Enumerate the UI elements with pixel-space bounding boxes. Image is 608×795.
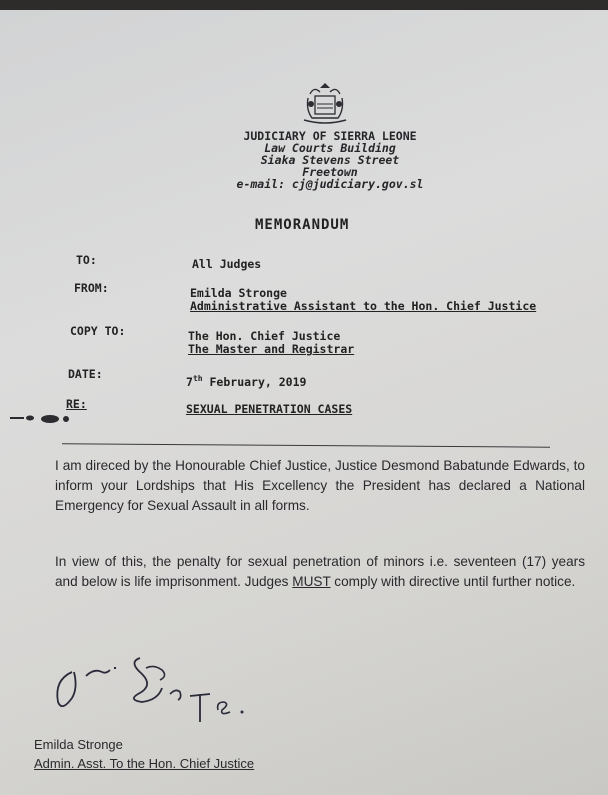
to-label: TO: bbox=[76, 253, 97, 267]
handwritten-signature bbox=[50, 650, 280, 730]
signatory-title: Admin. Asst. To the Hon. Chief Justice bbox=[34, 756, 255, 771]
body-paragraph-2 bbox=[55, 552, 585, 592]
copy-to-2 bbox=[188, 343, 354, 356]
separator-line bbox=[62, 443, 550, 447]
copy-to-2-text: The Master and Registrar bbox=[188, 342, 355, 356]
memo-page bbox=[0, 10, 608, 795]
date-rest: February, 2019 bbox=[202, 374, 307, 389]
letterhead-email: e-mail: cj@judiciary.gov.sl bbox=[236, 177, 424, 191]
to-value: All Judges bbox=[192, 257, 262, 271]
copy-to-label: COPY TO: bbox=[70, 324, 126, 338]
from-label: FROM: bbox=[74, 281, 109, 295]
re-value bbox=[186, 403, 352, 416]
para2-end: comply with directive until further notice. bbox=[330, 574, 576, 589]
coat-of-arms-seal-icon bbox=[300, 80, 350, 128]
letterhead-street: Siaka Stevens Street bbox=[260, 153, 400, 167]
date-label: DATE: bbox=[68, 367, 103, 381]
letterhead-org: JUDICIARY OF SIERRA LEONE bbox=[243, 129, 417, 143]
copy-to-1: The Hon. Chief Justice bbox=[188, 329, 341, 343]
date-suffix: th bbox=[192, 374, 203, 383]
letterhead-building: Law Courts Building bbox=[264, 141, 396, 155]
date-value bbox=[186, 372, 306, 389]
signatory-name: Emilda Stronge bbox=[34, 737, 123, 752]
para2-start: In view of this, the penalty for sexual penetration of minors i.e. seventeen (17) years and below is life imprisonment. Judges bbox=[55, 554, 585, 589]
memo-title: MEMORANDUM bbox=[255, 217, 350, 233]
body-paragraph-1: I am direced by the Honourable Chief Justice, Justice Desmond Babatunde Edwards, to inform your Lordships that His Excellency the President has declared a National Emergency for Sexual Assault in all forms. bbox=[55, 458, 585, 513]
ink-smudge-mark bbox=[8, 408, 78, 428]
re-label-text: RE: bbox=[66, 397, 87, 411]
para2-emphasis: MUST bbox=[292, 574, 331, 589]
from-name: Emilda Stronge bbox=[190, 286, 287, 300]
re-label bbox=[66, 397, 87, 411]
letterhead-city: Freetown bbox=[302, 165, 358, 179]
re-value-text: SEXUAL PENETRATION CASES bbox=[186, 402, 353, 416]
date-day: 7 bbox=[186, 374, 193, 389]
from-title bbox=[190, 300, 536, 313]
from-title-text: Administrative Assistant to the Hon. Chief Justice bbox=[190, 299, 537, 313]
